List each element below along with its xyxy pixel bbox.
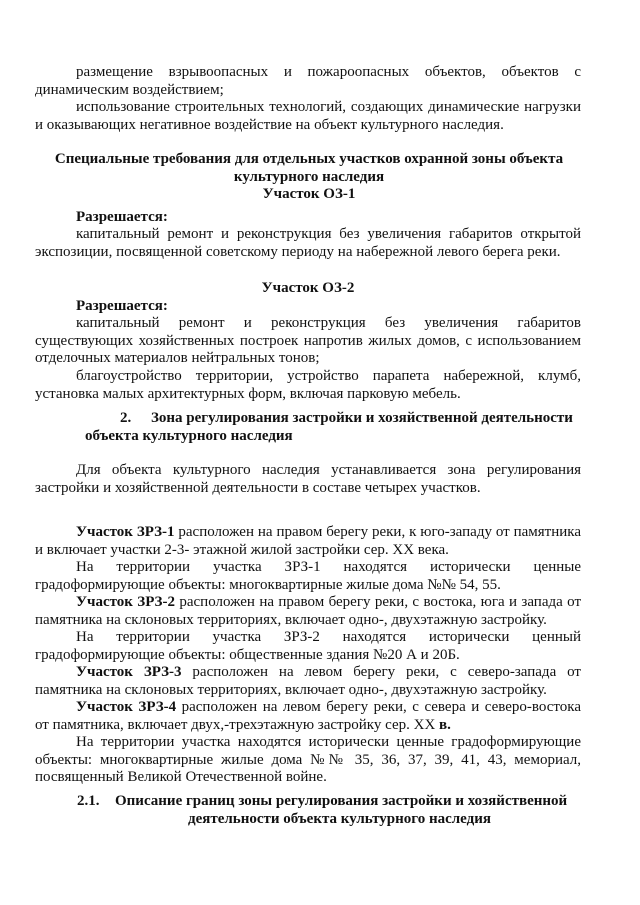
oz1-text: капитальный ремонт и реконструкция без увеличения габаритов открытой экспозиции, посвященной советскому периоду на набережной левого берега реки.	[35, 226, 581, 260]
section-2-title-line1: Зона регулирования застройки и хозяйственной деятельности	[151, 410, 573, 426]
zrz2-label: Участок ЗРЗ-2	[76, 594, 175, 610]
zrz4-text: расположен на левом берегу реки, с севера и северо-востока от памятника, включает двух,-трехэтажную застройку сер. XX	[35, 699, 581, 733]
zrz3-paragraph	[35, 664, 581, 699]
subsection-2-1-title-line2: деятельности объекта культурного наследия	[188, 811, 491, 827]
section-2-number: 2.	[120, 410, 132, 426]
oz2-text-1: капитальный ремонт и реконструкция без увеличения габаритов существующих хозяйственных построек напротив жилых домов, с использованием отделочных материалов нейтральных тонов;	[35, 315, 581, 367]
zrz1-text: расположен на правом берегу реки, к юго-западу от памятника и включает участки 2-3- этажной жилой застройки сер. XX века.	[35, 524, 581, 558]
zrz4-paragraph	[35, 699, 581, 734]
section-heading-line1: Специальные требования для отдельных участков охранной зоны объекта	[54, 151, 564, 167]
zrz2-text: расположен на правом берегу реки, с востока, юга и запада от памятника на склоновых территориях, включает одно-, двухэтажную застройку.	[35, 594, 581, 628]
section-heading	[24, 151, 594, 204]
zrz1-label: Участок ЗРЗ-1	[76, 524, 175, 540]
oz2-heading: Участок ОЗ-2	[261, 280, 355, 296]
zrz3-text: расположен на левом берегу реки, с северо-запада от памятника на склоновых территориях, включает одно-, двухэтажную застройку.	[35, 664, 581, 698]
section-2-intro: Для объекта культурного наследия устанавливается зона регулирования застройки и хозяйственной деятельности в составе четырех участков.	[35, 462, 581, 496]
paragraph-top-2: использование строительных технологий, создающих динамические нагрузки и оказывающих негативное воздействие на объект культурного наследия.	[35, 99, 581, 133]
zrz1-paragraph	[35, 524, 581, 559]
allowed-label-oz1: Разрешается:	[76, 209, 168, 225]
section-2-title-line2: объекта культурного наследия	[85, 428, 293, 444]
allowed-label-oz2: Разрешается:	[76, 298, 168, 314]
subsection-2-1-number: 2.1.	[77, 793, 100, 809]
paragraph-top-1: размещение взрывоопасных и пожароопасных объектов, объектов с динамическим воздействием;	[35, 64, 581, 98]
zrz2-paragraph	[35, 594, 581, 629]
zrz3-label: Участок ЗРЗ-3	[76, 664, 182, 680]
zrz4-objects: На территории участка находятся исторически ценные градоформирующие объекты: многоквартирные жилые дома №№ 35, 36, 37, 39, 41, 43, мемориал, посвященный Великой Отечественной войне.	[35, 734, 581, 786]
zrz4-tail: в.	[439, 716, 451, 733]
section-heading-line3: Участок ОЗ-1	[262, 186, 356, 203]
oz2-text-2: благоустройство территории, устройство парапета набережной, клумб, установка малых архитектурных форм, включая парковую мебель.	[35, 368, 581, 402]
zrz1-objects: На территории участка ЗРЗ-1 находятся исторически ценные градоформирующие объекты: многоквартирные жилые дома №№ 54, 55.	[35, 559, 581, 593]
zrz2-objects: На территории участка ЗРЗ-2 находятся исторически ценный градоформирующие объекты: общественные здания №20 А и 20Б.	[35, 629, 581, 663]
subsection-2-1-title-line1: Описание границ зоны регулирования застройки и хозяйственной	[115, 793, 568, 809]
section-heading-line2: культурного наследия	[233, 168, 385, 185]
zrz4-label: Участок ЗРЗ-4	[76, 699, 177, 715]
